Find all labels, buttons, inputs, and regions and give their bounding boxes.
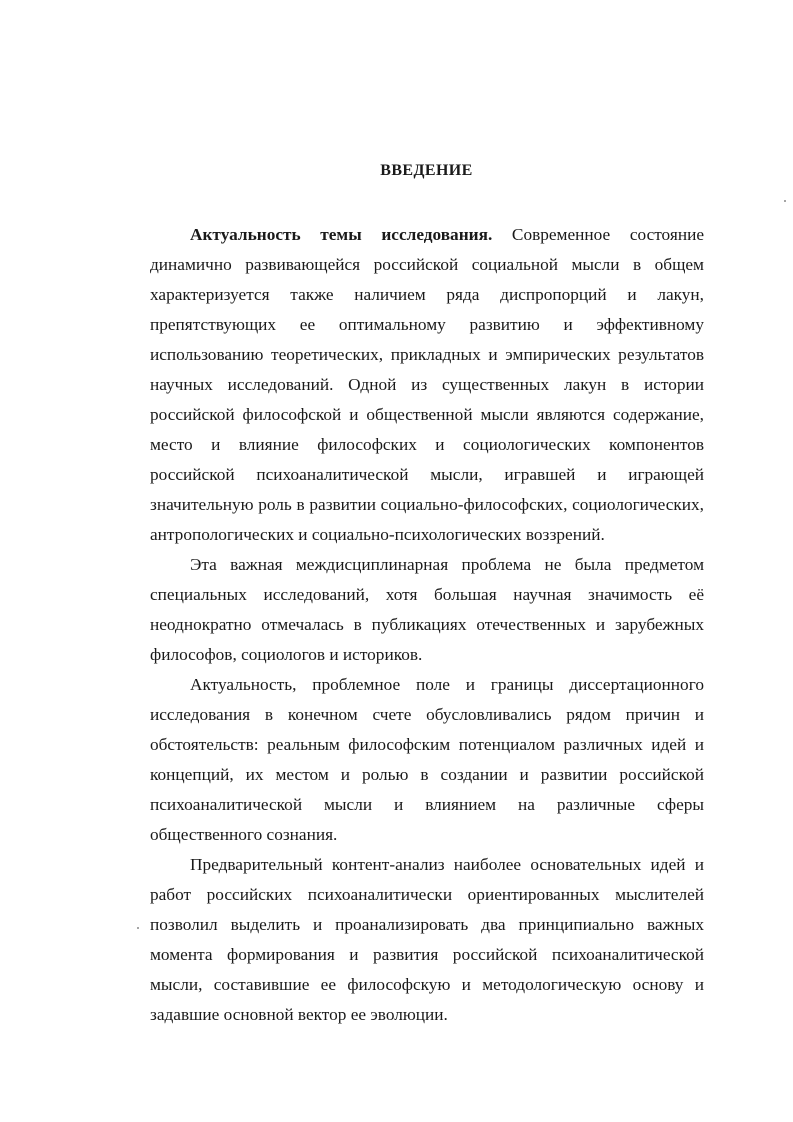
paragraph-2: Эта важная междисциплинарная проблема не была предметом специальных исследований, хотя большая научная значимость её неоднократно отмечалась в публикациях отечественных и зарубежных философов, социологов и историков. <box>150 555 704 664</box>
paragraph-4: Предварительный контент-анализ наиболее основательных идей и работ российских психоаналитически ориентированных мыслителей позволил выделить и проанализировать два принципиально важных момента формирования и развития российской психоаналитической мысли, составившие ее философскую и методологическую основу и задавшие основной вектор ее эволюции. <box>150 855 704 1024</box>
scan-speck <box>784 200 786 202</box>
paragraph-1-lead: Актуальность темы исследования. <box>190 225 493 244</box>
body-text <box>150 220 704 1030</box>
paragraph-1-text: Современное состояние динамично развивающейся российской социальной мысли в общем характеризуется также наличием ряда диспропорций и лакун, препятствующих ее оптимальному развитию и эффективному использованию теоретических, прикладных и эмпирических результатов научных исследований. Одной из существенных лакун в истории российской философской и общественной мысли являются содержание, место и влияние философских и социологических компонентов российской психоаналитической мысли, игравшей и играющей значительную роль в развитии социально-философских, социологических, антропологических и социально-психологических воззрений. <box>150 225 704 544</box>
paragraph-3: Актуальность, проблемное поле и границы диссертационного исследования в конечном счете обусловливались рядом причин и обстоятельств: реальным философским потенциалом различных идей и концепций, их местом и ролью в создании и развитии российской психоаналитической мысли и влиянием на различные сферы общественного сознания. <box>150 675 704 844</box>
scan-speck <box>137 927 139 929</box>
page-title: ВВЕДЕНИЕ <box>380 162 473 179</box>
paragraph-1 <box>150 220 704 550</box>
